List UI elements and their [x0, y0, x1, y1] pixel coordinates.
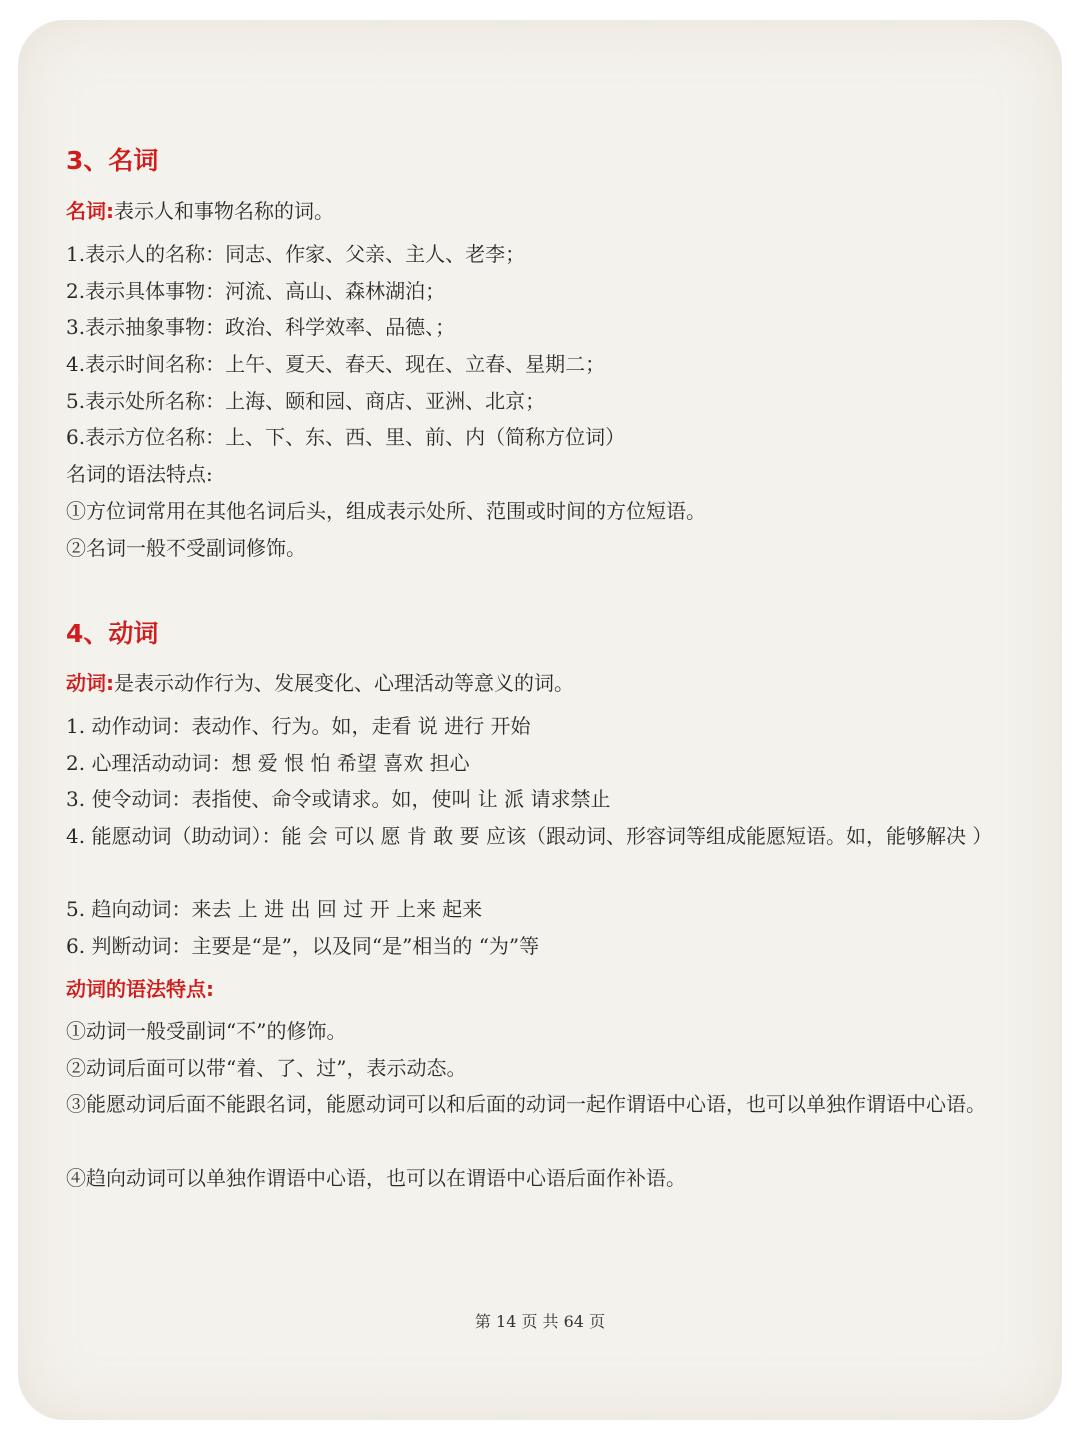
verb-definition-text: 是表示动作行为、发展变化、心理活动等意义的词。 [114, 671, 574, 695]
noun-definition-label: 名词: [66, 199, 114, 223]
noun-item: 6.表示方位名称：上、下、东、西、里、前、内（简称方位词） [66, 425, 626, 449]
verb-grammar-point: ①动词一般受副词“不”的修饰。 [66, 1019, 347, 1043]
noun-grammar-point: ②名词一般不受副词修饰。 [66, 536, 306, 560]
verb-item: 2. 心理活动动词：想 爱 恨 怕 希望 喜欢 担心 [66, 751, 470, 775]
verb-item: 6. 判断动词：主要是“是”，以及同“是”相当的 “为”等 [66, 934, 540, 958]
verb-grammar-point: ②动词后面可以带“着、了、过”，表示动态。 [66, 1056, 467, 1080]
noun-definition [66, 197, 334, 225]
noun-item: 5.表示处所名称：上海、颐和园、商店、亚洲、北京； [66, 389, 546, 413]
noun-grammar-heading: 名词的语法特点: [66, 462, 213, 486]
noun-grammar-point: ①方位词常用在其他名词后头，组成表示处所、范围或时间的方位短语。 [66, 499, 706, 523]
page-number-footer: 第 14 页 共 64 页 [474, 1312, 606, 1331]
noun-item: 4.表示时间名称：上午、夏天、春天、现在、立春、星期二； [66, 352, 606, 376]
noun-item: 2.表示具体事物：河流、高山、森林湖泊； [66, 279, 446, 303]
verb-definition-label: 动词: [66, 671, 114, 695]
verb-grammar-point: ④趋向动词可以单独作谓语中心语，也可以在谓语中心语后面作补语。 [66, 1166, 686, 1190]
section-title-verbs: 4、动词 [66, 619, 159, 648]
noun-definition-text: 表示人和事物名称的词。 [114, 199, 334, 223]
verb-grammar-point: ③能愿动词后面不能跟名词，能愿动词可以和后面的动词一起作谓语中心语，也可以单独作谓语中心语。 [66, 1092, 986, 1116]
verb-item: 3. 使令动词：表指使、命令或请求。如，使叫 让 派 请求禁止 [66, 787, 611, 811]
verb-item: 5. 趋向动词：来去 上 进 出 回 过 开 上来 起来 [66, 897, 483, 921]
section-title-nouns: 3、名词 [66, 146, 159, 175]
noun-item: 1.表示人的名称：同志、作家、父亲、主人、老李； [66, 242, 526, 266]
verb-item: 1. 动作动词：表动作、行为。如，走看 说 进行 开始 [66, 714, 531, 738]
verb-item: 4. 能愿动词（助动词）：能 会 可以 愿 肯 敢 要 应该（跟动词、形容词等组成能愿短语。如，能够解决 ） [66, 824, 993, 848]
verb-grammar-heading: 动词的语法特点: [66, 977, 214, 1001]
verb-definition [66, 669, 574, 697]
noun-item: 3.表示抽象事物：政治、科学效率、品德、； [66, 315, 456, 339]
